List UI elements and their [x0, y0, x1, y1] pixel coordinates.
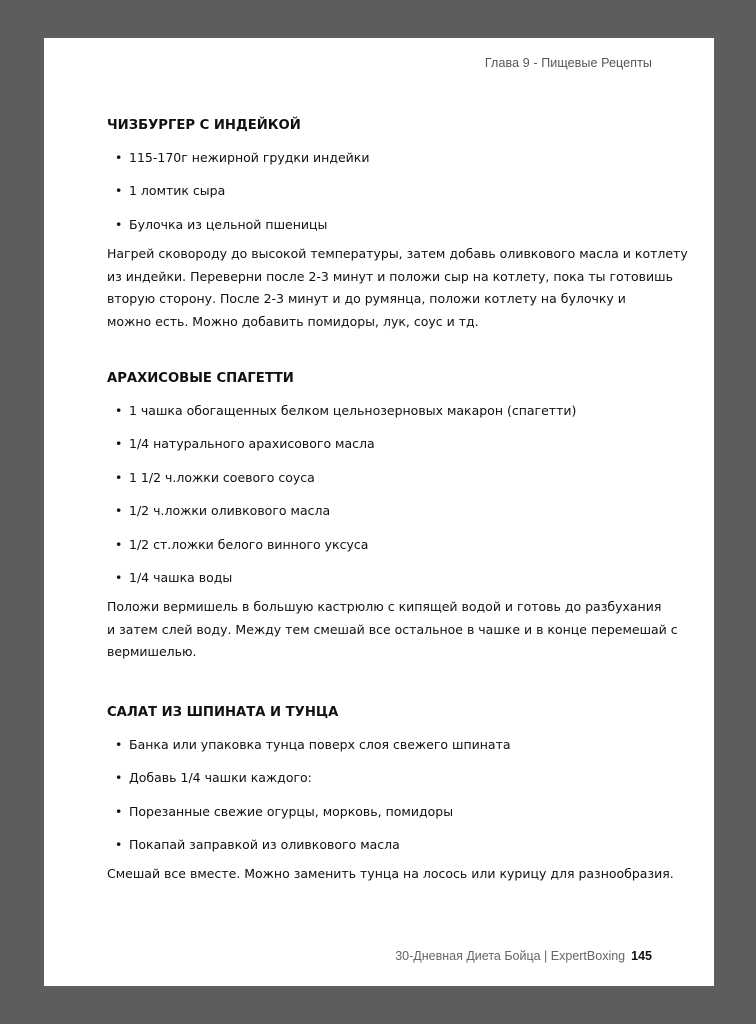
recipe-spinach-tuna-salad	[107, 704, 674, 881]
ingredient-item	[107, 436, 375, 452]
bullet-icon: •	[115, 837, 123, 852]
ingredient-item	[107, 403, 576, 419]
bullet-icon: •	[115, 217, 123, 232]
ingredient-item	[107, 570, 232, 586]
ingredient-item	[107, 770, 312, 786]
ingredient-item	[107, 470, 315, 486]
ingredient-item	[107, 183, 225, 199]
bullet-icon: •	[115, 183, 123, 198]
ingredient-text: 1/2 ч.ложки оливкового масла	[129, 503, 331, 518]
ingredient-text: 1/4 натурального арахисового масла	[129, 436, 375, 451]
document-page	[44, 38, 714, 986]
recipe-title: АРАХИСОВЫЕ СПАГЕТТИ	[107, 371, 294, 386]
ingredient-text: 1/4 чашка воды	[129, 570, 233, 585]
method-line: из индейки. Переверни после 2-3 минут и положи сыр на котлету, пока ты готовишь	[107, 268, 673, 284]
recipe-method	[107, 243, 688, 333]
footer-book-title: 30-Дневная Диета Бойца | ExpertBoxing	[395, 949, 626, 963]
ingredient-text: 115-170г нежирной грудки индейки	[129, 150, 370, 165]
bullet-icon: •	[115, 570, 123, 585]
ingredient-item	[107, 217, 327, 233]
recipe-title: ЧИЗБУРГЕР С ИНДЕЙКОЙ	[107, 118, 301, 133]
ingredient-item	[107, 737, 511, 753]
ingredient-text: 1 1/2 ч.ложки соевого соуса	[129, 470, 315, 485]
ingredient-text: 1 чашка обогащенных белком цельнозерновых макарон (спагетти)	[129, 403, 577, 418]
bullet-icon: •	[115, 737, 123, 752]
ingredient-text: 1/2 ст.ложки белого винного уксуса	[129, 537, 369, 552]
recipe-title: САЛАТ ИЗ ШПИНАТА И ТУНЦА	[107, 705, 339, 720]
ingredient-text: 1 ломтик сыра	[129, 183, 226, 198]
ingredient-text: Порезанные свежие огурцы, морковь, помидоры	[129, 804, 454, 819]
ingredient-item	[107, 150, 370, 166]
bullet-icon: •	[115, 150, 123, 165]
bullet-icon: •	[115, 470, 123, 485]
method-line: вторую сторону. После 2-3 минут и до румянца, положи котлету на булочку и	[107, 291, 626, 306]
page-number: 145	[631, 949, 652, 963]
page-footer	[395, 949, 652, 963]
method-line: и затем слей воду. Между тем смешай все остальное в чашке и в конце перемешай с	[107, 621, 678, 637]
method-line: вермишелью.	[107, 644, 197, 659]
running-header: Глава 9 - Пищевые Рецепты	[484, 56, 652, 70]
recipe-method	[107, 596, 678, 664]
method-line: Смешай все вместе. Можно заменить тунца на лосось или курицу для разнообразия.	[107, 866, 674, 881]
bullet-icon: •	[115, 804, 123, 819]
method-line: Нагрей сковороду до высокой температуры, затем добавь оливкового масла и котлету	[107, 246, 688, 261]
bullet-icon: •	[115, 503, 123, 518]
method-line: можно есть. Можно добавить помидоры, лук, соус и тд.	[107, 313, 479, 329]
ingredient-item	[107, 503, 330, 519]
ingredient-item	[107, 837, 400, 853]
method-line: Положи вермишель в большую кастрюлю с кипящей водой и готовь до разбухания	[107, 599, 662, 614]
ingredient-text: Покапай заправкой из оливкового масла	[129, 837, 400, 852]
bullet-icon: •	[115, 537, 123, 552]
recipe-peanut-spaghetti	[107, 370, 678, 659]
ingredient-text: Булочка из цельной пшеницы	[129, 217, 328, 232]
recipe-method	[107, 863, 674, 886]
ingredient-item	[107, 804, 453, 820]
ingredient-text: Банка или упаковка тунца поверх слоя свежего шпината	[129, 737, 511, 752]
recipe-turkey-cheeseburger	[107, 117, 688, 329]
bullet-icon: •	[115, 403, 123, 418]
ingredient-item	[107, 537, 368, 553]
bullet-icon: •	[115, 770, 123, 785]
bullet-icon: •	[115, 436, 123, 451]
ingredient-text: Добавь 1/4 чашки каждого:	[129, 770, 312, 785]
